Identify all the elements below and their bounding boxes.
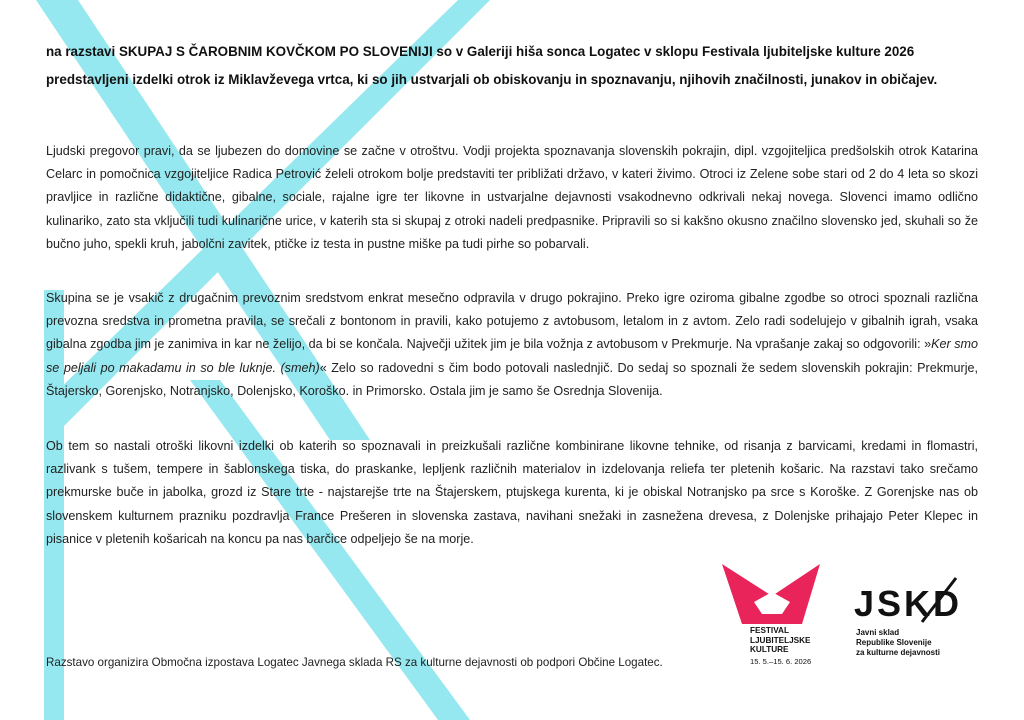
festival-dates: 15. 5.–15. 6. 2026 — [750, 656, 812, 666]
paragraph-kulinarika: Ljudski pregovor pravi, da se ljubezen do domovine se začne v otroštvu. Vodji projekta spoznavanja slovenskih pokrajin, dipl. vzgojiteljica predšolskih otrok Katarina Celarc in pomočnica vzgojiteljice Radica Petrović želeli otrokom bolje predstaviti ter približati državo, v kateri živimo. Otroci iz Zelene sobe stari od 2 do 4 leta so skozi pravljice in različne didaktične, gibalne, sociale, rajalne igre ter likovne in ustvarjalne dejavnosti vsakodnevno odkrivali nekaj novega. Slovenci imamo odlično kulinariko, zato sta vključili tudi kulinarične urice, v katerih sta si skupaj z otroki nadeli predpasnike. Pripravili so si kakšno okusno značilno slovensko jed, skuhali so že bučno juho, spekli kruh, jabolčni zavitek, ptičke iz testa in pustne miške pa tudi pirhe so pobarvali. — [46, 144, 978, 251]
jskd-logo-text — [856, 628, 986, 658]
organizer-note: Razstavo organizira Območna izpostava Logatec Javnega sklada RS za kulturne dejavnosti ob podpori Občine Logatec. — [46, 656, 663, 669]
jskd-line-3: za kulturne dejavnosti — [856, 648, 941, 657]
jskd-line-1: Javni sklad — [856, 628, 900, 637]
paragraph-prevozna-sredstva — [46, 287, 978, 403]
jskd-wordmark — [852, 572, 992, 628]
festival-crown-icon — [722, 562, 822, 626]
festival-logo — [722, 562, 832, 682]
jskd-line-2: Republike Slovenije — [856, 638, 932, 647]
festival-line-3: KULTURE — [750, 645, 789, 655]
jskd-logo — [852, 572, 992, 682]
paragraph-text-end: « Zelo so radovedni s čim bodo potovali naslednjič. Do sedaj so spoznali že sedem slovenskih pokrajin: Prekmurje, Štajersko, Gorenjsko, Notranjsko, Dolenjsko, Koroško. in Primorsko. Ostala jim je samo še Osrednja Slovenija. — [46, 360, 978, 398]
jskd-mark-text: JSKD — [854, 583, 963, 624]
intro-heading: na razstavi SKUPAJ S ČAROBNIM KOVČKOM PO SLOVENIJI so v Galeriji hiša sonca Logatec v sklopu Festivala ljubiteljske kulture 2026 predstavljeni izdelki otrok iz Miklavževega vrtca, ki so jih ustvarjali ob obiskovanju in spoznavanju, njihovih značilnosti, junakov in običajev. — [46, 44, 938, 87]
festival-logo-text — [750, 626, 840, 666]
paragraph-likovni-izdelki: Ob tem so nastali otroški likovni izdelki ob katerih so spoznavali in preizkušali različne kombinirane likovne tehnike, od risanja z barvicami, kredami in flomastri, razlivank s tušem, tempere in šablonskega tiska, do praskanke, lepljenk različnih materialov in izdelovanja reliefa ter pletenih košaric. Na razstavi tako srečamo prekmurske buče in jabolka, grozd iz Stare trte - najstarejše trte na Štajerskem, ptujskega kurenta, ki je obiskal Notranjsko pa srce s Koroške. Z Gorenjske nas ob slovenskem kulturnem prazniku pozdravlja France Prešeren in slovenska zastava, navihani snežaki in zasnežena drevesa, z Dolenjske prihajajo Peter Klepec in pisanice v pletenih košaricah na koncu pa nas barčice odpeljejo še na morje. — [46, 439, 978, 546]
paragraph-text-start: Skupina se je vsakič z drugačnim prevoznim sredstvom enkrat mesečno odpravila v drugo pokrajino. Preko igre oziroma gibalne zgodbe so otroci spoznali različna prevozna sredstva in prometna pravila, se srečali z bontonom in pravili, kako potujemo z avtobusom, letalom in z avtom. Zelo radi sodelujejo v gibalnih igrah, vsaka gibalna zgodba jim je zanimiva in kar ne želijo, da bi se končala. Največji užitek jim je bila vožnja z avtobusom v Prekmurje. Na vprašanje zakaj so odgovorili: » — [46, 291, 978, 352]
festival-line-1: FESTIVAL — [750, 626, 789, 635]
festival-line-2: LJUBITELJSKE — [750, 635, 811, 645]
children-quote: Ker smo se peljali po makadamu in so ble luknje. (smeh) — [46, 337, 978, 375]
